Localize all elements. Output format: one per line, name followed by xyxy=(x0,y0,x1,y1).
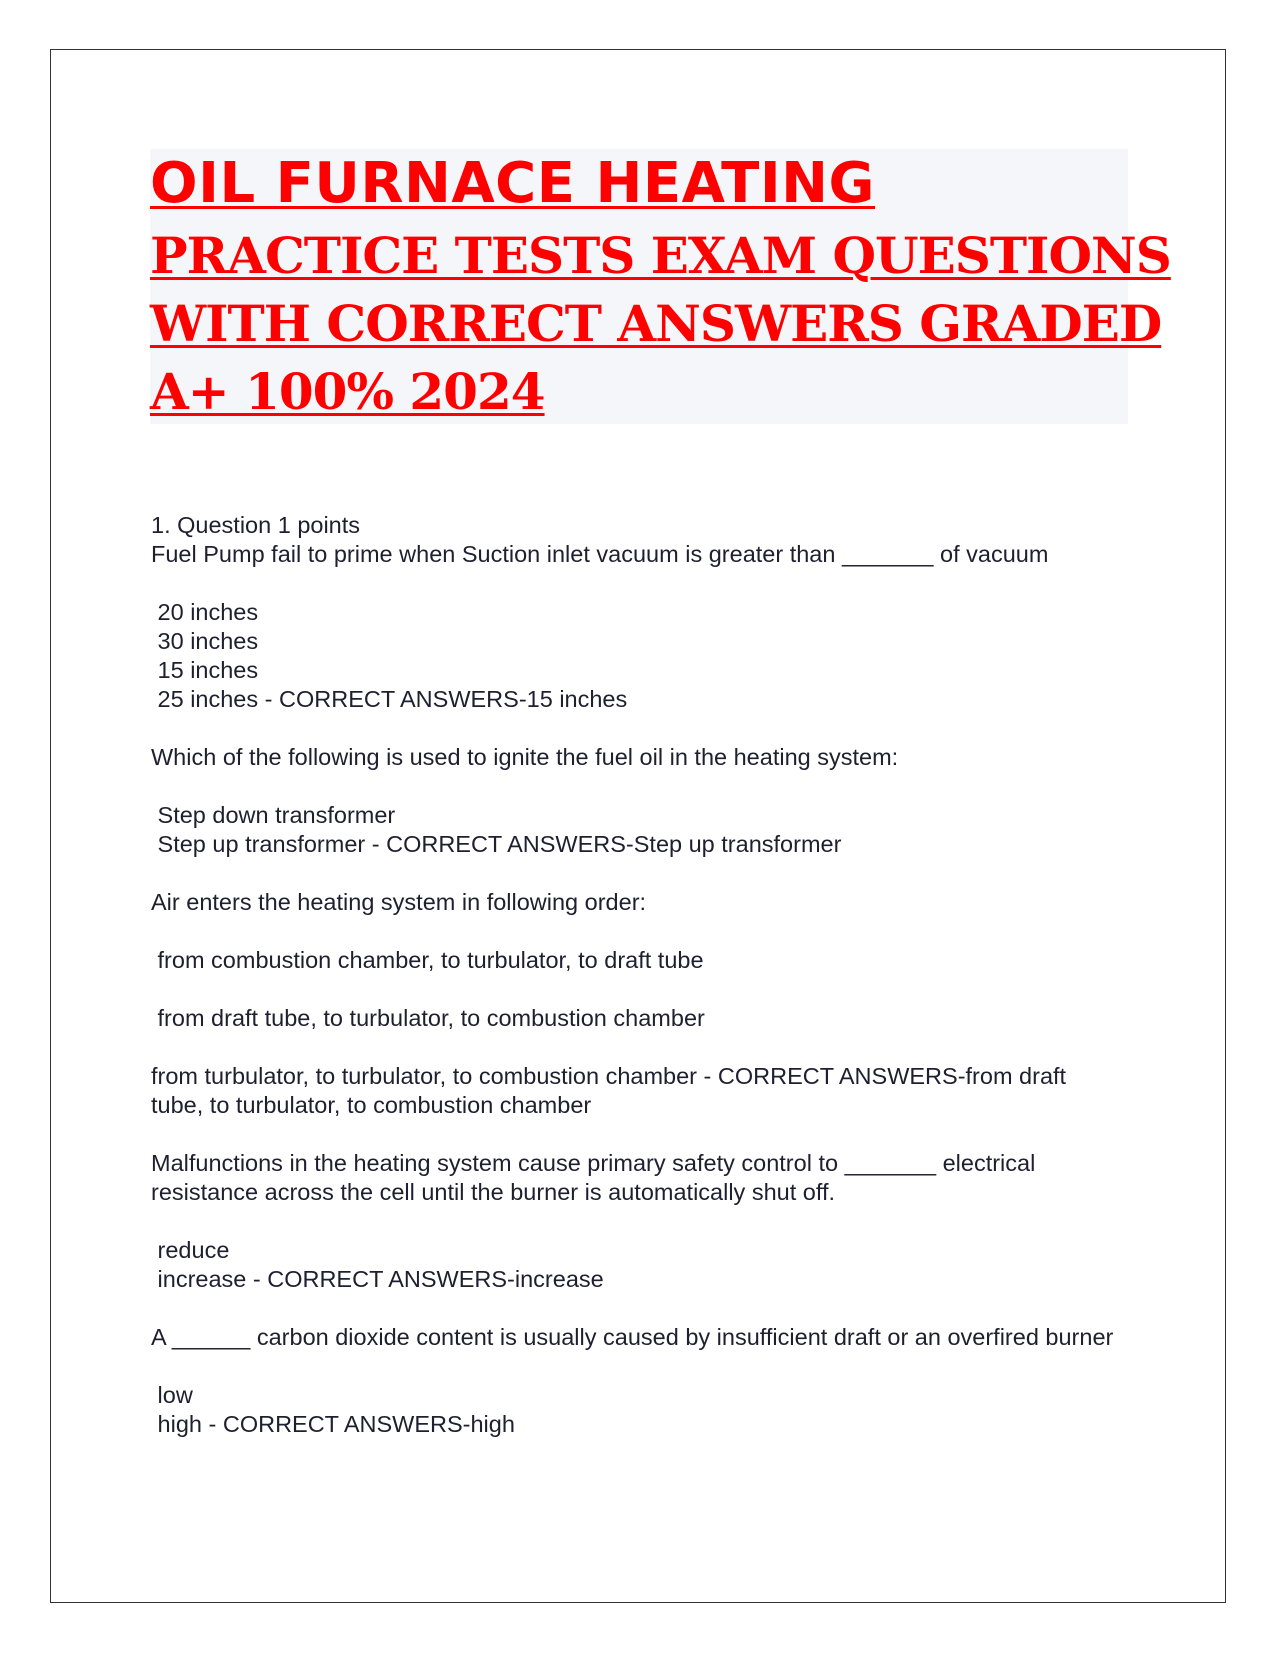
document-title-line-2: PRACTICE TESTS EXAM QUESTIONS xyxy=(150,226,1171,285)
answer-option-correct: high - CORRECT ANSWERS-high xyxy=(151,1411,515,1437)
question-prompt: A ______ carbon dioxide content is usually caused by insufficient draft or an overfired burner xyxy=(151,1324,1114,1350)
blank-line xyxy=(151,714,1121,743)
blank-line xyxy=(151,1120,1121,1149)
blank-line xyxy=(151,772,1121,801)
question-prompt: Fuel Pump fail to prime when Suction inlet vacuum is greater than _______ of vacuum xyxy=(151,541,1049,567)
answer-option-correct: Step up transformer - CORRECT ANSWERS-Step up transformer xyxy=(151,831,842,857)
answer-option: 15 inches xyxy=(151,657,259,683)
answer-option: 20 inches xyxy=(151,599,259,625)
answer-option: low xyxy=(151,1382,193,1408)
document-title-line-3: WITH CORRECT ANSWERS GRADED xyxy=(150,294,1162,353)
document-title-line-1: OIL FURNACE HEATING xyxy=(150,151,876,216)
blank-line xyxy=(151,1207,1121,1236)
answer-option-correct: from turbulator, to turbulator, to combustion chamber - CORRECT ANSWERS-from draft tube, to turbulator, to combustion chamber xyxy=(151,1063,1067,1118)
question-prompt: Which of the following is used to ignite the fuel oil in the heating system: xyxy=(151,744,899,770)
question-prompt: Air enters the heating system in following order: xyxy=(151,889,647,915)
answer-option-correct: 25 inches - CORRECT ANSWERS-15 inches xyxy=(151,686,628,712)
answer-option: from draft tube, to turbulator, to combustion chamber xyxy=(151,1005,705,1031)
blank-line xyxy=(151,569,1121,598)
question-prompt: Malfunctions in the heating system cause primary safety control to _______ electrical resistance across the cell until the burner is automatically shut off. xyxy=(151,1150,1036,1205)
question-header: 1. Question 1 points xyxy=(151,512,361,538)
blank-line xyxy=(151,975,1121,1004)
answer-option: 30 inches xyxy=(151,628,259,654)
blank-line xyxy=(151,1352,1121,1381)
answer-option: from combustion chamber, to turbulator, to draft tube xyxy=(151,947,704,973)
document-title-line-4: A+ 100% 2024 xyxy=(150,362,545,421)
blank-line xyxy=(151,1033,1121,1062)
blank-line xyxy=(151,1294,1121,1323)
blank-line xyxy=(151,859,1121,888)
document-body xyxy=(151,511,1121,1439)
answer-option: reduce xyxy=(151,1237,230,1263)
answer-option-correct: increase - CORRECT ANSWERS-increase xyxy=(151,1266,604,1292)
blank-line xyxy=(151,917,1121,946)
answer-option: Step down transformer xyxy=(151,802,396,828)
